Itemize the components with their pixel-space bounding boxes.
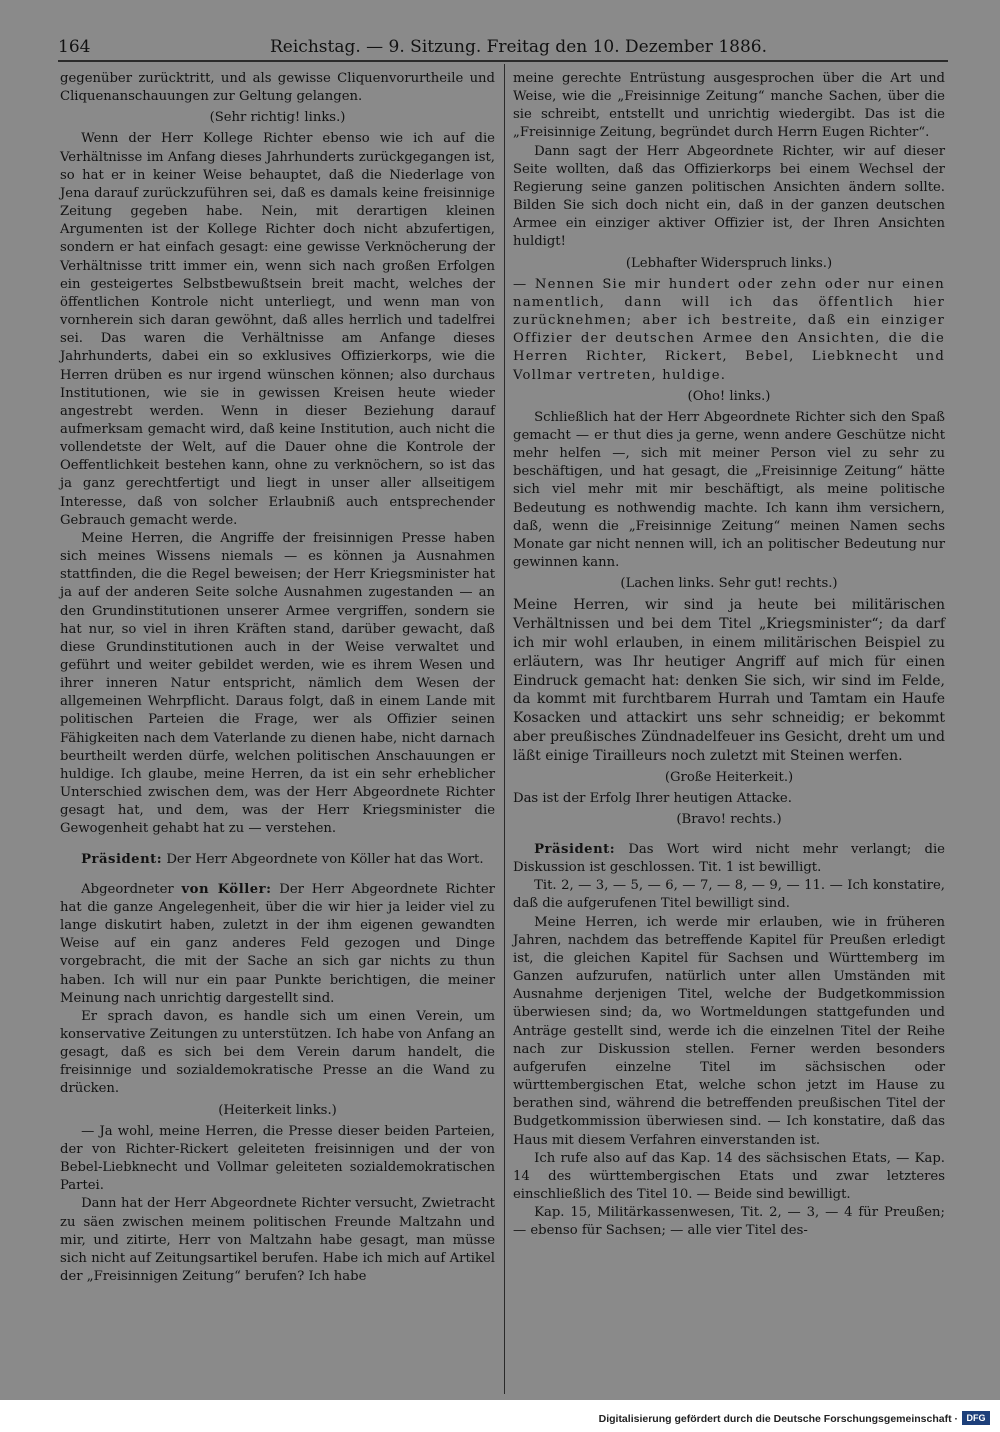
paragraph: Meine Herren, ich werde mir erlauben, wie in früheren Jahren, nachdem das betreffende Kapitel für Preußen erledigt ist, die gleichen Kapitel für Sachsen und Württemberg im Ganzen aufzurufen, natürlich unter allen Umständen mit Ausnahme derjenigen Titel, welche der Budgetkommission überwiesen sind; da, wo Wortmeldungen stattgefunden und Anträge gestellt sind, werde ich die einzelnen Titel der Reihe nach zur Diskussion stellen. Ferner werden besonders aufgerufen einzelne Titel im sächsischen oder württembergischen Etat, welche schon jetzt im Hause zu berathen sind, während die betreffenden preußischen Titel der Budgetkommission überwiesen sind. — Ich konstatire, daß das Haus mit diesem Verfahren einverstanden ist.	[513, 914, 945, 1148]
paragraph: — Ja wohl, meine Herren, die Presse dieser beiden Parteien, der von Richter-Rickert geleiteten freisinnigen und der von Bebel-Liebknecht und Vollmar geleiteten sozialdemokratischen Partei.	[60, 1123, 495, 1194]
paragraph: meine gerechte Entrüstung ausgesprochen über die Art und Weise, wie die „Freisinnige Zeitung“ manche Sachen, über die sie schreibt, entstellt und unrichtig wiedergibt. Das ist die „Freisinnige Zeitung, begründet durch Herrn Eugen Richter“.	[513, 71, 945, 141]
paragraph: Meine Herren, die Angriffe der freisinnigen Presse haben sich meines Wissens niemals — es können ja Ausnahmen stattfinden, die die Regel beweisen; der Herr Kriegsminister hat ja auf der anderen Seite solche Ausnahmen zugestanden — an den Grundinstitutionen unserer Armee vergriffen, sondern sie hat nur, so viel in ihren Kräften stand, darüber gewacht, daß diese Grundinstitutionen auch in der Weise verwaltet und geführt und weiter gebildet werden, wie es ihrem Wesen und ihrer inneren Natur entspricht, nämlich dem Wesen der allgemeinen Wehrpflicht. Daraus folgt, daß in einem Lande mit politischen Parteien die Frage, wer als Offizier seinen Fähigkeiten nach dem Vaterlande zu dienen habe, nicht darnach beurtheilt werden dürfe, welchen politischen Anschauungen er huldige. Ich glaube, meine Herren, da ist ein sehr erheblicher Unterschied zwischen dem, was der Herr Abgeordnete Richter gesagt hat, und dem, was der Herr Kriegsminister die Gewogenheit gehabt hat zu — verstehen.	[60, 530, 495, 837]
paragraph: Das ist der Erfolg Ihrer heutigen Attacke.	[513, 790, 792, 806]
paragraph-spaced: — Nennen Sie mir hundert oder zehn oder nur einen namentlich, dann will ich das öffentlich hier zurücknehmen; aber ich bestreite, daß ein einziger Offizier der deutschen Armee den Ansichten, die die Herren Richter, Rickert, Bebel, Liebknecht und Vollmar vertreten, huldige.	[513, 276, 945, 383]
speech-text: Das Wort wird nicht mehr verlangt; die Diskussion ist geschlossen. Tit. 1 ist bewilligt.	[513, 842, 945, 876]
paragraph: Er sprach davon, es handle sich um einen Verein, um konservative Zeitungen zu unterstützen. Ich habe von Anfang an gesagt, daß es sich bei dem Verein darum handelt, die freisinnige und sozialdemokratische Presse an die Wand zu drücken.	[60, 1008, 495, 1097]
running-header	[58, 36, 948, 58]
speech-text: Der Herr Abgeordnete von Köller hat das Wort.	[166, 851, 484, 867]
header-title: Reichstag. — 9. Sitzung. Freitag den 10. Dezember 1886.	[270, 37, 768, 57]
interjection: (Heiterkeit links.)	[218, 1102, 337, 1118]
left-column	[60, 70, 495, 1286]
interjection: (Große Heiterkeit.)	[664, 769, 794, 785]
paragraph: gegenüber zurücktritt, und als gewisse Cliquenvorurtheile und Cliquenanschauungen zur Geltung gelangen.	[60, 71, 495, 105]
funding-credit: Digitalisierung gefördert durch die Deutsche Forschungsgemeinschaft ·	[598, 1413, 958, 1425]
dfg-logo: DFG	[962, 1411, 990, 1425]
speaker-president: Präsident:	[81, 851, 163, 867]
paragraph: Dann hat der Herr Abgeordnete Richter versucht, Zwietracht zu säen zwischen meinem politischen Freunde Maltzahn und mir, und zitirte, Herr von Maltzahn habe gesagt, man müsse sich nicht auf Zeitungsartikel berufen. Habe ich mich auf Artikel der „Freisinnigen Zeitung“ berufen? Ich habe	[60, 1196, 495, 1284]
page-number: 164	[58, 37, 91, 57]
paragraph: Ich rufe also auf das Kap. 14 des sächsischen Etats, — Kap. 14 des württembergischen Etats und zwar letzteres einschließlich des Titel 10. — Beide sind bewilligt.	[513, 1150, 945, 1202]
header-rule	[58, 60, 948, 62]
right-column	[513, 70, 945, 1240]
speaker-president: Präsident:	[534, 842, 616, 858]
paragraph-president	[60, 851, 495, 869]
paragraph: Meine Herren, wir sind ja heute bei militärischen Verhältnissen und bei dem Titel „Kriegsminister“; da darf ich mir wohl erlauben, in einem militärischen Beispiel zu erläutern, was Ihr heutiger Angriff auf mich für einen Eindruck gemacht hat: denken Sie sich, wir sind im Felde, da kommt mit furchtbarem Hurrah und Tamtam ein Haufe Kosacken und attackirt uns sehr schneidig; er bekommt aber preußisches Zündnadelfeuer ins Gesicht, dreht um und läßt einige Tirailleurs noch zuletzt mit Steinen werfen.	[513, 597, 945, 764]
paragraph-koeller	[60, 881, 495, 1008]
speech-text: Der Herr Abgeordnete Richter hat die ganze Angelegenheit, über die wir hier ja leider viel zu lange diskutirt haben, zuletzt in der ihm eigenen gewandten Weise auf ein ganz anderes Feld gezogen und Dinge vorgebracht, die mit der Sache an sich gar nichts zu thun haben. Ich will nur ein paar Punkte berichtigen, die meiner Meinung nach unrichtig dargestellt sind.	[60, 881, 495, 1006]
paragraph: Dann sagt der Herr Abgeordnete Richter, wir auf dieser Seite wollten, daß das Offizierkorps bei einem Wechsel der Regierung seine ganzen politischen Ansichten ändern sollte. Bilden Sie sich doch nicht ein, daß in der ganzen deutschen Armee ein einziger aktiver Offizier ist, der Ihren Ansichten huldigt!	[513, 143, 945, 250]
column-divider	[504, 64, 505, 1394]
interjection: (Lachen links. Sehr gut! rechts.)	[620, 576, 838, 592]
footer-bar	[0, 1400, 1000, 1432]
speaker-title: Abgeordneter	[81, 881, 174, 897]
paragraph: Wenn der Herr Kollege Richter ebenso wie ich auf die Verhältnisse im Anfang dieses Jahrhunderts zurückgegangen ist, so hat er in keiner Weise behauptet, daß die Niederlage von Jena darauf zurückzuführen sei, daß es damals keine freisinnige Zeitung gegeben habe. Nein, mit derartigen kleinen Argumenten ist der Kollege Richter doch nicht abzufertigen, sondern er hat einfach gesagt: eine gewisse Verknöcherung der Verhältnisse tritt immer ein, wenn sich nach großen Erfolgen ein gesteigertes Selbstbewußtsein breit macht, welches der öffentlichen Kontrole nicht unterliegt, und wenn man von vornherein sich daran gewöhnt, daß alles herrlich und tadelfrei sei. Das waren die Verhältnisse am Anfange dieses Jahrhunderts, dabei ein so exklusives Offizierkorps, wie die Herren drüben es nur irgend wünschen können; also durchaus Institutionen, wie sie in gewissen Kreisen heute wieder angestrebt werden. Wenn in dieser Beziehung darauf aufmerksam gemacht wird, daß keine Institution, auch nicht die vollendetste der Welt, auf die Dauer ohne die Kontrole der Oeffentlichkeit bestehen kann, ohne zu verknöchern, so ist das ja ganz gerechtfertigt und liegt in unser aller allseitigem Interesse, daß von solcher Erlaubniß auch entsprechender Gebrauch gemacht werde.	[60, 131, 495, 528]
interjection: (Sehr richtig! links.)	[209, 110, 346, 126]
paragraph: Tit. 2, — 3, — 5, — 6, — 7, — 8, — 9, — 11. — Ich konstatire, daß die aufgerufenen Titel bewilligt sind.	[513, 878, 945, 912]
speaker-koeller: von Köller:	[181, 881, 272, 897]
interjection: (Oho! links.)	[687, 388, 771, 404]
paragraph: Kap. 15, Militärkassenwesen, Tit. 2, — 3, — 4 für Preußen; — ebenso für Sachsen; — alle vier Titel des-	[513, 1205, 945, 1239]
interjection: (Lebhafter Widerspruch links.)	[625, 255, 833, 271]
interjection: (Bravo! rechts.)	[676, 811, 782, 827]
paragraph: Schließlich hat der Herr Abgeordnete Richter sich den Spaß gemacht — er thut dies ja gerne, wenn andere Geschütze nicht mehr helfen —, sich mit meiner Person viel zu sehr zu beschäftigen, und hat gesagt, die „Freisinnige Zeitung“ hätte sich viel mehr mit mir beschäftigt, als meine politische Bedeutung es nothwendig machte. Ich kann ihm versichern, daß, wenn die „Freisinnige Zeitung“ meinen Namen sechs Monate gar nicht nennen will, ich an politischer Bedeutung nur gewinnen kann.	[513, 409, 945, 571]
paragraph-president	[513, 841, 945, 877]
